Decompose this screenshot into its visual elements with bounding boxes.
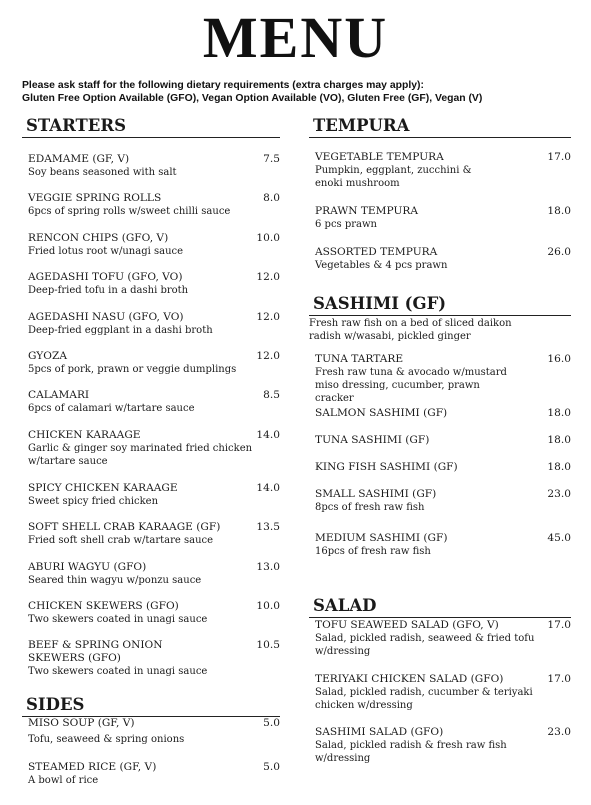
item-name: MISO SOUP (GF, V): [28, 717, 135, 729]
dietary-notice-line-2: Gluten Free Option Available (GFO), Vegan Option Available (VO), Gluten Free (GF), Vegan (V): [22, 93, 483, 104]
item-price: 12.0: [256, 350, 280, 362]
menu-item: [28, 561, 280, 587]
item-name: AGEDASHI TOFU (GFO, VO): [28, 271, 183, 283]
item-name: SMALL SASHIMI (GF): [315, 488, 437, 500]
item-description: Seared thin wagyu w/ponzu sauce: [28, 575, 202, 586]
item-description: Garlic & ginger soy marinated fried chicken w/tartare sauce: [28, 443, 253, 467]
item-name: KING FISH SASHIMI (GF): [315, 461, 458, 473]
item-price: 16.0: [547, 353, 571, 365]
menu-item: [315, 461, 571, 474]
tempura-section: [309, 116, 571, 281]
item-name: AGEDASHI NASU (GFO, VO): [28, 311, 184, 323]
item-price: 17.0: [547, 151, 571, 163]
item-name: ABURI WAGYU (GFO): [28, 561, 147, 573]
menu-item: [28, 389, 280, 415]
item-description: 8pcs of fresh raw fish: [315, 502, 425, 513]
dietary-notice: [22, 79, 582, 105]
item-name: VEGGIE SPRING ROLLS: [28, 192, 162, 204]
menu-item: [28, 482, 280, 508]
menu-item: [28, 717, 280, 746]
item-price: 18.0: [547, 434, 571, 446]
item-price: 8.0: [263, 192, 280, 204]
item-description: Vegetables & 4 pcs prawn: [315, 260, 448, 271]
item-price: 14.0: [256, 482, 280, 494]
menu-item: [28, 350, 280, 376]
item-name: TUNA TARTARE: [315, 353, 404, 365]
menu-item: [315, 488, 571, 514]
item-price: 18.0: [547, 407, 571, 419]
item-description: 6 pcs prawn: [315, 219, 377, 230]
menu-item: [28, 311, 280, 337]
salad-section: [309, 596, 571, 786]
item-name: RENCON CHIPS (GFO, V): [28, 232, 169, 244]
item-price: 18.0: [547, 205, 571, 217]
menu-item: [28, 232, 280, 258]
item-price: 45.0: [547, 532, 571, 544]
item-price: 26.0: [547, 246, 571, 258]
menu-item: [28, 600, 280, 626]
item-price: 12.0: [256, 271, 280, 283]
menu-item: [315, 151, 571, 190]
item-price: 5.0: [263, 761, 280, 773]
item-name: TOFU SEAWEED SALAD (GFO, V): [315, 619, 499, 631]
menu-title: MENU: [202, 5, 389, 70]
item-price: 7.5: [263, 153, 280, 165]
item-price: 10.5: [256, 639, 280, 651]
menu-item: [315, 205, 571, 231]
item-name: BEEF & SPRING ONION SKEWERS (GFO): [28, 639, 163, 664]
item-name: PRAWN TEMPURA: [315, 205, 418, 217]
item-description: Fresh raw tuna & avocado w/mustard miso dressing, cucumber, prawn cracker: [315, 367, 507, 404]
item-description: Deep-fried eggplant in a dashi broth: [28, 325, 213, 336]
dietary-notice-line-1: Please ask staff for the following dietary requirements (extra charges may apply):: [22, 80, 424, 91]
item-description: Two skewers coated in unagi sauce: [28, 614, 208, 625]
item-name: CHICKEN KARAAGE: [28, 429, 141, 441]
section-heading-salad: SALAD: [309, 596, 571, 618]
menu-item: [315, 353, 571, 405]
menu-item: [315, 246, 571, 272]
item-name: SOFT SHELL CRAB KARAAGE (GF): [28, 521, 221, 533]
section-description: Fresh raw fish on a bed of sliced daikon radish w/wasabi, pickled ginger: [309, 318, 512, 342]
item-description: Salad, pickled radish, cucumber & teriyaki chicken w/dressing: [315, 687, 533, 711]
item-description: Salad, pickled radish & fresh raw fish w/dressing: [315, 740, 507, 764]
menu-item: [28, 521, 280, 547]
menu-item: [28, 153, 280, 179]
item-description: Salad, pickled radish, seaweed & fried tofu w/dressing: [315, 633, 535, 657]
item-description: Two skewers coated in unagi sauce: [28, 666, 208, 677]
item-name: GYOZA: [28, 350, 67, 362]
item-name: MEDIUM SASHIMI (GF): [315, 532, 448, 544]
menu-item: [28, 639, 280, 678]
item-name: STEAMED RICE (GF, V): [28, 761, 157, 773]
item-name: TUNA SASHIMI (GF): [315, 434, 430, 446]
item-price: 23.0: [547, 488, 571, 500]
item-price: 14.0: [256, 429, 280, 441]
starters-section: [22, 116, 280, 676]
menu-item: [28, 192, 280, 218]
menu-item: [315, 434, 571, 447]
item-price: 18.0: [547, 461, 571, 473]
item-name: CHICKEN SKEWERS (GFO): [28, 600, 179, 612]
section-heading-sashimi: SASHIMI (GF): [309, 294, 571, 316]
item-price: 17.0: [547, 673, 571, 685]
item-description: Pumpkin, eggplant, zucchini & enoki mushroom: [315, 165, 472, 189]
item-description: Sweet spicy fried chicken: [28, 496, 159, 507]
section-heading-starters: STARTERS: [22, 116, 280, 138]
section-heading-tempura: TEMPURA: [309, 116, 571, 138]
item-price: 13.5: [256, 521, 280, 533]
sides-section: [22, 695, 280, 795]
menu-item: [315, 673, 571, 712]
item-price: 10.0: [256, 600, 280, 612]
item-price: 10.0: [256, 232, 280, 244]
item-price: 23.0: [547, 726, 571, 738]
menu-item: [315, 407, 571, 420]
item-price: 17.0: [547, 619, 571, 631]
item-description: Fried lotus root w/unagi sauce: [28, 246, 184, 257]
menu-item: [28, 271, 280, 297]
item-description: 5pcs of pork, prawn or veggie dumplings: [28, 364, 237, 375]
item-description: 16pcs of fresh raw fish: [315, 546, 431, 557]
item-name: TERIYAKI CHICKEN SALAD (GFO): [315, 673, 504, 685]
sashimi-section: [309, 294, 571, 564]
item-description: Fried soft shell crab w/tartare sauce: [28, 535, 214, 546]
item-description: Deep-fried tofu in a dashi broth: [28, 285, 189, 296]
item-description: A bowl of rice: [28, 775, 99, 786]
item-name: SPICY CHICKEN KARAAGE: [28, 482, 178, 494]
item-description: Tofu, seaweed & spring onions: [28, 734, 185, 745]
item-description: 6pcs of spring rolls w/sweet chilli sauce: [28, 206, 231, 217]
menu-item: [28, 429, 280, 468]
item-name: VEGETABLE TEMPURA: [315, 151, 444, 163]
item-price: 5.0: [263, 717, 280, 729]
item-name: SALMON SASHIMI (GF): [315, 407, 448, 419]
item-price: 8.5: [263, 389, 280, 401]
item-description: Soy beans seasoned with salt: [28, 167, 177, 178]
menu-item: [315, 619, 571, 658]
item-name: ASSORTED TEMPURA: [315, 246, 438, 258]
menu-item: [28, 761, 280, 787]
menu-item: [315, 726, 571, 765]
section-heading-sides: SIDES: [22, 695, 280, 717]
item-price: 13.0: [256, 561, 280, 573]
item-description: 6pcs of calamari w/tartare sauce: [28, 403, 195, 414]
item-price: 12.0: [256, 311, 280, 323]
item-name: SASHIMI SALAD (GFO): [315, 726, 444, 738]
item-name: EDAMAME (GF, V): [28, 153, 130, 165]
item-name: CALAMARI: [28, 389, 90, 401]
menu-item: [315, 532, 571, 558]
